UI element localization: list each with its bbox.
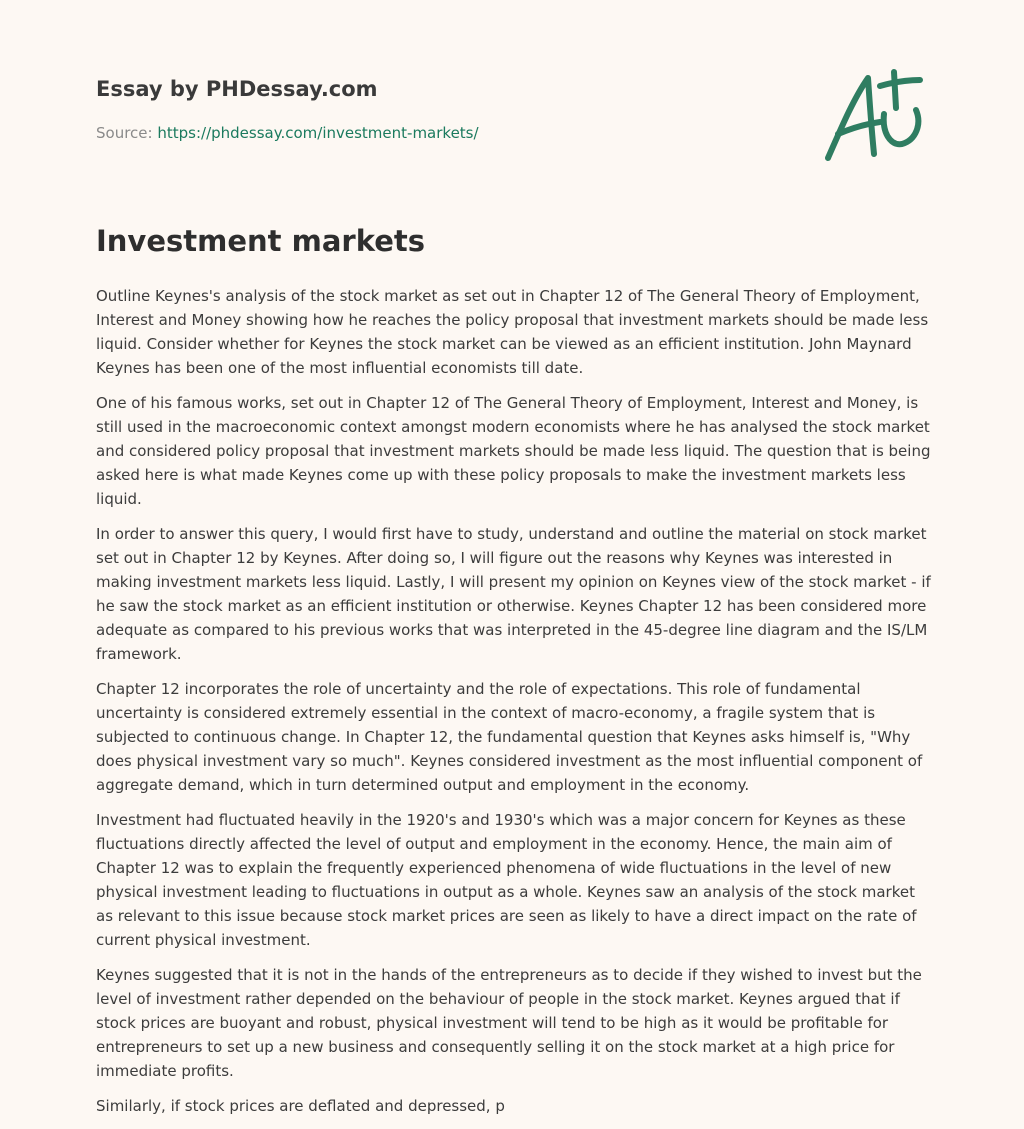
paragraph: Outline Keynes's analysis of the stock market as set out in Chapter 12 of The General Theory of Employment, Interest and Money showing how he reaches the policy proposal that investment markets should be made less liquid. Consider whether for Keynes the stock market can be viewed as an efficient institution. John Maynard Keynes has been one of the most influential economists till date. [96, 287, 929, 377]
article-body [96, 284, 932, 1129]
paragraph: One of his famous works, set out in Chapter 12 of The General Theory of Employment, Interest and Money, is still used in the macroeconomic context amongst modern economists where he has analysed the stock market and considered policy proposal that investment markets should be made less liquid. The question that is being asked here is what made Keynes come up with these policy proposals to make the investment markets less liquid. [96, 394, 931, 508]
source-link[interactable]: https://phdessay.com/investment-markets/ [157, 124, 479, 142]
a-plus-logo-icon [820, 68, 930, 164]
source-line [96, 124, 479, 142]
article-title: Investment markets [96, 224, 426, 258]
paragraph: Chapter 12 incorporates the role of uncertainty and the role of expectations. This role of fundamental uncertainty is considered extremely essential in the context of macro-economy, a fragile system that is subjected to continuous change. In Chapter 12, the fundamental question that Keynes asks himself is, "Why does physical investment vary so much". Keynes considered investment as the most influential component of aggregate demand, which in turn determined output and employment in the economy. [96, 680, 923, 794]
brand-title: Essay by PHDessay.com [96, 77, 378, 101]
paragraph: In order to answer this query, I would first have to study, understand and outline the material on stock market set out in Chapter 12 by Keynes. After doing so, I will figure out the reasons why Keynes was interested in making investment markets less liquid. Lastly, I will present my opinion on Keynes view of the stock market - if he saw the stock market as an efficient institution or otherwise. Keynes Chapter 12 has been considered more adequate as compared to his previous works that was interpreted in the 45-degree line diagram and the IS/LM framework. [96, 525, 931, 663]
paragraph: Similarly, if stock prices are deflated and depressed, p [96, 1097, 505, 1115]
source-label: Source: [96, 124, 153, 142]
paragraph: Investment had fluctuated heavily in the 1920's and 1930's which was a major concern for Keynes as these fluctuations directly affected the level of output and employment in the economy. Hence, the main aim of Chapter 12 was to explain the frequently experienced phenomena of wide fluctuations in the level of new physical investment leading to fluctuations in output as a whole. Keynes saw an analysis of the stock market as relevant to this issue because stock market prices are seen as likely to have a direct impact on the rate of current physical investment. [96, 811, 917, 949]
paragraph: Keynes suggested that it is not in the hands of the entrepreneurs as to decide if they wished to invest but the level of investment rather depended on the behaviour of people in the stock market. Keynes argued that if stock prices are buoyant and robust, physical investment will tend to be high as it would be profitable for entrepreneurs to set up a new business and consequently selling it on the stock market at a high price for immediate profits. [96, 966, 922, 1080]
